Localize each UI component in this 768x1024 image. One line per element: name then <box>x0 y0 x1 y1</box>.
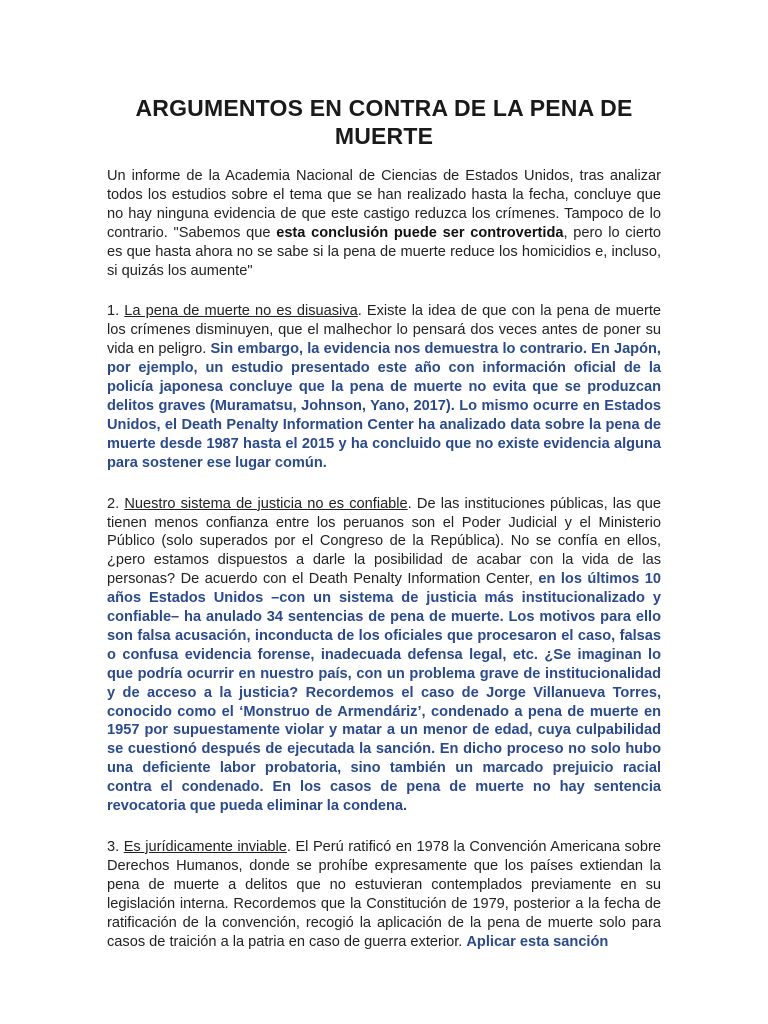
argument-2-number: 2. <box>107 495 125 512</box>
argument-1-highlight: Sin embargo, la evidencia nos demuestra lo contrario. En Japón, por ejemplo, un estudio presentado este año con información oficial de la policía japonesa concluye que la pena de muerte no evita que se produzcan delitos graves (Muramatsu, Johnson, Yano, 2017). Lo mismo ocurre en Estados Unidos, el Death Penalty Information Center ha analizado data sobre la pena de muerte desde 1987 hasta el 2015 y ha concluido que no existe evidencia alguna para sostener ese lugar común. <box>107 341 661 471</box>
argument-2-paragraph <box>107 495 661 816</box>
intro-text-end: , pero lo cierto es que hasta ahora no se sabe si la pena de muerte reduce los homicidios e, incluso, si quizás los aumente" <box>107 224 661 279</box>
argument-1-text: . Existe la idea de que con la pena de muerte los crímenes disminuyen, que el malhechor lo pensará dos veces antes de poner su vida en peligro. <box>107 303 661 358</box>
intro-text: Un informe de la Academia Nacional de Ciencias de Estados Unidos, tras analizar todos los estudios sobre el tema que se han realizado hasta la fecha, concluye que no hay ninguna evidencia de que este castigo reduzca los crímenes. Tampoco de lo contrario. "Sabemos que <box>107 168 661 241</box>
argument-1-heading: La pena de muerte no es disuasiva <box>124 303 358 320</box>
argument-3-highlight: Aplicar esta sanción <box>466 933 609 950</box>
argument-3-text: . El Perú ratificó en 1978 la Convención Americana sobre Derechos Humanos, donde se prohíbe expresamente que los países extiendan la pena de muerte a delitos que no estuvieran contemplados previamente en su legislación interna. Recordemos que la Constitución de 1979, posterior a la fecha de ratificación de la convención, recogió la aplicación de la pena de muerte solo para casos de traición a la patria en caso de guerra exterior. <box>107 839 661 950</box>
document-title: ARGUMENTOS EN CONTRA DE LA PENA DE MUERTE <box>135 95 633 149</box>
argument-2-text: . De las instituciones públicas, las que tienen menos confianza entre los peruanos son el Poder Judicial y el Ministerio Público (solo superados por el Congreso de la República). No se confía en ellos, ¿pero estamos dispuestos a darle la posibilidad de acabar con la vida de las personas? De acuerdo con el Death Penalty Information Center, <box>107 495 661 588</box>
argument-3-paragraph <box>107 838 661 951</box>
argument-3-number: 3. <box>107 839 124 855</box>
argument-2-highlight: en los últimos 10 años Estados Unidos –con un sistema de justicia más institucionalizado y confiable– ha anulado 34 sentencias de pena de muerte. Los motivos para ello son falsa acusación, inconducta de los oficiales que procesaron el caso, falsas o confusa evidencia forense, inadecuada defensa legal, etc. ¿Se imaginan lo que podría ocurrir en nuestro país, con un problema grave de institucionalidad y de acceso a la justicia? Recordemos el caso de Jorge Villanueva Torres, conocido como el ‘Monstruo de Armendáriz’, condenado a pena de muerte en 1957 por supuestamente violar y matar a un menor de edad, cuya culpabilidad se cuestionó después de ejecutada la sanción. En dicho proceso no solo hubo una deficiente labor probatoria, sino también un marcado prejuicio racial contra el condenado. En los casos de pena de muerte no hay sentencia revocatoria que pueda eliminar la condena. <box>107 571 661 815</box>
argument-3-heading: Es jurídicamente inviable <box>123 839 287 855</box>
argument-1-number: 1. <box>107 303 125 320</box>
intro-paragraph <box>107 167 661 280</box>
argument-1-paragraph <box>107 302 661 472</box>
argument-2-heading: Nuestro sistema de justicia no es confiable <box>124 495 408 512</box>
intro-bold-text: esta conclusión puede ser controvertida <box>276 224 564 241</box>
